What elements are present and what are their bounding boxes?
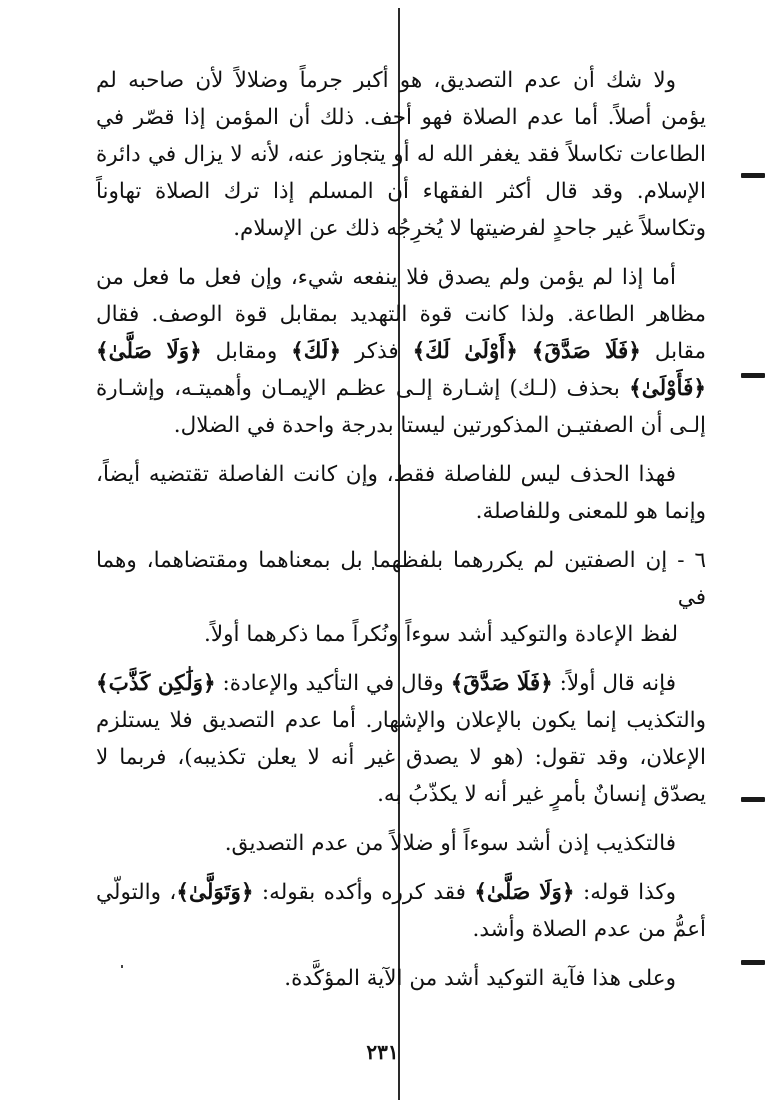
page-number: ٢٣١ xyxy=(366,1040,399,1064)
margin-edge-mark xyxy=(741,173,765,178)
body-text: فالتكذيب إذن أشد سوءاً أو ضلالاً من عدم التصديق. xyxy=(224,831,676,856)
paragraph xyxy=(96,825,706,862)
body-text: ، والتولّي أعمُّ من عدم الصلاة وأشد. xyxy=(96,880,706,942)
quran-quote: ﴿وَلَا صَلَّىٰ﴾ xyxy=(474,880,575,905)
quran-quote: ﴿وَلَٰكِن كَذَّبَ﴾ xyxy=(96,671,216,696)
body-text: وقال في التأكيد والإعادة: xyxy=(215,671,451,696)
body-text: أما إذا لم يؤمن ولم يصدق فلا ينفعه شيء، وإن فعل ما فعل من مظاهر الطاعة. ولذا كانت قوة التهديد بمقابل قوة الوصف. فقال مقابل xyxy=(96,265,707,364)
numbered-item-text: ٦ - إن الصفتين لم يكررهما بلفظهما بل بمعناهما ومقتضاهما، وهما في xyxy=(96,548,706,610)
quran-quote: ﴿وَلَا صَلَّىٰ﴾ xyxy=(96,339,202,364)
numbered-item-continuation: لفظ الإعادة والتوكيد أشد سوءاً ونُكراً مما ذكرهما أولاً. xyxy=(204,622,678,647)
body-text: ولا شك أن عدم التصديق، هو أكبر جرماً وضلالاً لأن صاحبه لم يؤمن أصلاً. أما عدم الصلاة فهو أخف. ذلك أن المؤمن إذا قصّر في الطاعات تكاسلاً فقد يغفر الله له أو يتجاوز عنه، لأنه لا يزال في دائرة الإسلام. وقد قال أكثر الفقهاء أن المسلم إذا ترك الصلاة تهاوناً وتكاسلاً غير جاحدٍ لفرضيتها لا يُخرِجُه ذلك عن الإسلام. xyxy=(96,68,707,241)
paragraph xyxy=(96,874,706,948)
quran-quote: ﴿وَتَوَلَّىٰ﴾ xyxy=(176,880,254,905)
body-text xyxy=(518,339,532,364)
body-text: بحذف (لـك) إشـارة إلـى عظـم الإيمـان وأهميتـه، وإشـارة إلـى أن الصفتيـن المذكورتين ليستا بدرجة واحدة في الضلال. xyxy=(96,376,706,438)
body-text: ومقابل xyxy=(201,339,292,364)
body-text: وعلى هذا فآية التوكيد أشد من الآية المؤكَّدة. xyxy=(284,966,676,991)
body-text: فهذا الحذف ليس للفاصلة فقط، وإن كانت الفاصلة تقتضيه أيضاً، وإنما هو للمعنى وللفاصلة. xyxy=(96,462,706,524)
margin-edge-mark xyxy=(741,373,765,378)
body-text: والتكذيب إنما يكون بالإعلان والإشهار. أما عدم التصديق فلا يستلزم الإعلان، وقد تقول: (هو لا يصدق غير أنه لا يعلن تكذيبه)، فربما لا يصدّق إنسانٌ بأمرٍ غير أنه لا يكذّبُ به. xyxy=(96,708,706,807)
body-text: فإنه قال أولاً: xyxy=(552,671,676,696)
margin-edge-mark xyxy=(741,960,765,965)
quran-quote: ﴿فَلَا صَدَّقَ﴾ xyxy=(531,339,641,364)
margin-edge-mark xyxy=(741,797,765,802)
page-body-text xyxy=(96,62,706,1009)
quran-quote: ﴿فَأَوْلَىٰ﴾ xyxy=(629,376,706,401)
paragraph xyxy=(96,456,706,530)
paragraph xyxy=(96,259,706,444)
paragraph xyxy=(96,960,706,997)
body-text: فقد كرره وأكده بقوله: xyxy=(253,880,475,905)
paragraph xyxy=(96,62,706,247)
quran-quote: ﴿فَلَا صَدَّقَ﴾ xyxy=(450,671,553,696)
body-text: وكذا قوله: xyxy=(574,880,677,905)
paragraph xyxy=(96,665,706,813)
paragraph xyxy=(96,542,706,653)
body-text: فذكر xyxy=(341,339,413,364)
quran-quote: ﴿لَكَ﴾ xyxy=(291,339,342,364)
quran-quote: ﴿أَوْلَىٰ لَكَ﴾ xyxy=(412,339,518,364)
